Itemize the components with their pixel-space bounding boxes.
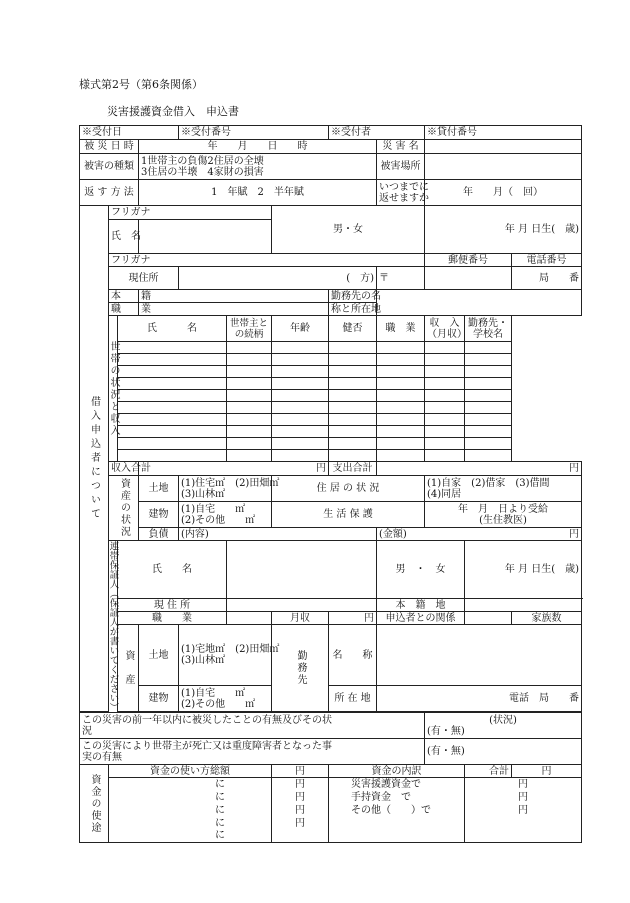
occupation-field[interactable] <box>139 303 329 316</box>
household-col-health: 健否 <box>329 316 377 342</box>
household-row[interactable] <box>80 378 582 390</box>
welfare-field[interactable] <box>425 502 582 528</box>
funds-usage-header-yen: 円 <box>272 765 329 778</box>
repay-when-label <box>377 180 430 206</box>
expense-total-label: 支出合計 <box>329 462 377 476</box>
funds-usage-row[interactable]: に <box>109 830 272 843</box>
repay-method-label: 返 す 方 法 <box>80 180 139 206</box>
postal-label: 郵便番号 <box>425 254 512 267</box>
postal-mark: 〒 <box>377 267 425 290</box>
assets-land-label: 土地 <box>139 476 179 502</box>
honseki-label: 本 籍 <box>109 290 139 303</box>
disaster-name-field[interactable] <box>425 140 582 154</box>
question2-label <box>80 739 425 765</box>
guarantor-honseki-label: 本 籍 地 <box>377 599 465 612</box>
guarantor-address-label: 現 住 所 <box>118 599 227 612</box>
honseki-field[interactable] <box>139 290 329 303</box>
applicant-name-label: 氏 名 <box>109 220 139 254</box>
applicant-gender[interactable]: 男・女 <box>272 206 425 254</box>
assets-building-label: 建物 <box>139 502 179 528</box>
disaster-date-field[interactable]: 年 月 日 時 <box>139 140 377 154</box>
assets-land-line1: (1)住宅㎡ (2)田畑㎡ <box>181 477 280 489</box>
guarantor-relation-label: 申込者との関係 <box>377 612 465 625</box>
funds-breakdown-yen: 円 <box>465 791 582 804</box>
funds-breakdown-header: 資金の内訳 <box>329 765 465 778</box>
assets-side-label: 資産の状況 <box>109 476 139 541</box>
repay-when-line2: 返せますか <box>379 192 430 204</box>
damage-type-options[interactable] <box>139 154 377 180</box>
funds-usage-yen: 円 <box>272 804 329 817</box>
office-loan-number: ※貸付番号 <box>425 126 582 140</box>
page-title: 災害援護資金借入 申込書 <box>107 105 239 118</box>
housing-label: 住 居 の 状 況 <box>272 476 425 502</box>
household-col-workplace: 勤務先・学校名 <box>465 316 512 342</box>
housing-line2: (4)同居 <box>427 488 462 500</box>
guarantor-occupation-field[interactable] <box>227 612 272 625</box>
welfare-line2: (生住教医) <box>479 514 527 526</box>
funds-usage-row[interactable]: に <box>109 817 272 830</box>
guarantor-monthly-yen[interactable]: 円 <box>329 612 377 625</box>
guarantor-side-label: 連帯保証人（保証人が書いてください） <box>107 541 119 712</box>
guarantor-address-field[interactable] <box>227 599 377 612</box>
funds-breakdown-row[interactable]: 手持資金 で <box>329 791 465 804</box>
funds-breakdown-row[interactable]: 災害援護資金で <box>329 778 465 791</box>
damage-type-line2: 3住居の半壊 4家財の損害 <box>141 166 264 178</box>
assets-building-field[interactable] <box>179 502 272 528</box>
funds-usage-yen: 円 <box>272 791 329 804</box>
funds-usage-row[interactable]: に <box>109 791 272 804</box>
funds-breakdown-yen: 円 <box>465 778 582 791</box>
guarantor-workplace-address-field[interactable]: 電話 局 番 <box>377 686 582 712</box>
welfare-label: 生 活 保 護 <box>272 502 425 528</box>
applicant-birth[interactable]: 年 月 日生( 歳) <box>425 206 582 254</box>
guarantor-building-label: 建物 <box>139 686 179 712</box>
assets-land-line2: (3)山林㎡ <box>181 488 226 500</box>
funds-usage-yen: 円 <box>272 778 329 791</box>
question1-answer[interactable] <box>425 713 582 739</box>
workplace-field[interactable] <box>377 290 582 316</box>
household-row[interactable] <box>80 342 582 354</box>
address-label: 現住所 <box>109 267 179 290</box>
funds-breakdown-empty-yen <box>465 830 582 843</box>
income-total-field[interactable]: 円 <box>139 462 329 476</box>
funds-usage-yen-empty <box>272 830 329 843</box>
guarantor-land-field[interactable] <box>179 625 280 686</box>
workplace-label-1: 勤務先の名 <box>329 290 377 303</box>
question1-label <box>80 713 425 739</box>
guarantor-workplace-name-label: 名 称 <box>329 625 377 686</box>
guarantor-relation-field[interactable] <box>465 612 512 625</box>
guarantor-assets-label: 資 産 <box>118 625 139 712</box>
phone-label: 電話番号 <box>512 254 582 267</box>
damage-place-label: 被害場所 <box>377 154 425 180</box>
question1-line1: この災害の前一年以内に被災したことの有無及びその状 <box>82 714 332 726</box>
guarantor-name-field[interactable] <box>227 541 377 599</box>
guarantor-land-line1: (1)宅地㎡ (2)田畑㎡ <box>181 644 280 655</box>
funds-breakdown-row[interactable]: その他（ ）で <box>329 804 465 817</box>
guarantor-honseki-field[interactable] <box>465 599 582 612</box>
household-row[interactable] <box>80 426 582 438</box>
workplace-label-2: 称と所在地 <box>329 303 377 316</box>
repay-when-line1: いつまでに <box>379 181 430 193</box>
household-row[interactable] <box>80 354 582 366</box>
guarantor-name-label: 氏 名 <box>118 541 227 599</box>
funds-breakdown-empty[interactable] <box>329 830 465 843</box>
guarantor-land-line2: (3)山林㎡ <box>181 655 226 666</box>
funds-side-label: 資金の使途 <box>80 765 109 843</box>
household-row[interactable] <box>80 390 582 402</box>
household-row[interactable] <box>80 366 582 378</box>
guarantor-birth[interactable]: 年 月 日生( 歳) <box>465 541 582 599</box>
household-row[interactable] <box>80 438 582 450</box>
household-row[interactable] <box>80 450 582 462</box>
expense-total-field[interactable]: 円 <box>377 462 582 476</box>
guarantor-building-line1: (1)自宅 ㎡ <box>181 687 246 699</box>
form-id: 様式第2号（第6条関係） <box>79 78 203 91</box>
address-field[interactable]: ( 方) <box>179 267 377 290</box>
application-form <box>79 125 580 843</box>
question2-line1: この災害により世帯主が死亡又は重度障害者となった事 <box>82 740 332 752</box>
disaster-name-label: 災 害 名 <box>377 140 425 154</box>
guarantor-workplace-name-field[interactable] <box>377 625 582 686</box>
funds-usage-header: 資金の使い方総額 <box>109 765 272 778</box>
household-row[interactable] <box>80 402 582 414</box>
household-side-label: 世帯の状況と収入 <box>109 316 118 462</box>
housing-line1: (1)自家 (2)借家 (3)借間 <box>427 477 550 489</box>
repay-method-options[interactable]: 1 年賦 2 半年賦 <box>139 180 377 206</box>
funds-usage-row[interactable]: に <box>109 804 272 817</box>
form-table <box>79 125 582 843</box>
question1-line2: 況 <box>82 725 92 737</box>
assets-land-field[interactable] <box>179 476 280 502</box>
guarantor-family-label: 家族数 <box>512 612 582 625</box>
household-col-relation: 世帯主との続柄 <box>227 316 272 342</box>
damage-type-line1: 1世帯主の負傷2住居の全壊 <box>141 155 264 167</box>
guarantor-building-line2: (2)その他 ㎡ <box>181 698 256 710</box>
applicant-name-field[interactable] <box>139 220 272 254</box>
funds-breakdown-yen: 円 <box>465 804 582 817</box>
household-col-name: 氏 名 <box>118 316 227 342</box>
question1-status: (状況) <box>489 714 517 726</box>
debt-amount-label: (金額) <box>379 528 407 540</box>
funds-usage-yen: 円 <box>272 817 329 830</box>
applicant-side-label: 借入申込者について <box>80 206 109 712</box>
postal-field[interactable] <box>425 267 512 290</box>
guarantor-monthly-label: 月収 <box>272 612 329 625</box>
disaster-date-label: 被 災 日 時 <box>80 140 139 154</box>
assets-building-line2: (2)その他 ㎡ <box>181 514 256 526</box>
funds-breakdown-empty-yen <box>465 817 582 830</box>
office-receiver: ※受付者 <box>329 126 425 140</box>
office-receipt-date: ※受付日 <box>80 126 179 140</box>
debt-content[interactable]: (内容) <box>179 528 377 541</box>
phone-field[interactable]: 局 番 <box>512 267 582 290</box>
funds-breakdown-empty[interactable] <box>329 817 465 830</box>
question2-answer[interactable]: (有・無) <box>425 739 582 765</box>
guarantor-workplace-address-label: 所 在 地 <box>329 686 377 712</box>
housing-options[interactable] <box>425 476 582 502</box>
damage-place-field[interactable] <box>425 154 582 180</box>
household-row[interactable] <box>80 414 582 426</box>
debt-label: 負債 <box>139 528 179 541</box>
income-total-label: 収入合計 <box>109 462 139 476</box>
applicant-furigana[interactable]: フリガナ <box>109 206 272 220</box>
office-receipt-number: ※受付番号 <box>179 126 329 140</box>
welfare-line1: 年 月 日より受給 <box>458 503 549 515</box>
question2-line2: 実の有無 <box>82 751 122 763</box>
debt-amount[interactable] <box>377 528 582 541</box>
question1-choice: (有・無) <box>427 725 465 737</box>
household-col-age: 年齢 <box>272 316 329 342</box>
repay-when-field[interactable]: 年 月（ 回） <box>425 180 582 206</box>
damage-type-label: 被害の種類 <box>80 154 139 180</box>
household-col-income: 収 入（月収） <box>425 316 465 342</box>
guarantor-occupation-label: 職 業 <box>118 612 227 625</box>
funds-usage-row[interactable]: に <box>109 778 272 791</box>
assets-building-line1: (1)自宅 ㎡ <box>181 503 246 515</box>
guarantor-workplace-label: 勤務先 <box>272 625 329 712</box>
funds-breakdown-total: 合計 <box>465 765 512 778</box>
address-furigana[interactable]: フリガナ <box>109 254 425 267</box>
funds-breakdown-total-yen: 円 <box>512 765 582 778</box>
household-col-occupation: 職 業 <box>377 316 425 342</box>
debt-yen: 円 <box>569 528 580 540</box>
guarantor-building-field[interactable] <box>179 686 272 712</box>
occupation-label: 職 業 <box>109 303 139 316</box>
guarantor-land-label: 土地 <box>139 625 179 686</box>
guarantor-gender[interactable]: 男 ・ 女 <box>377 541 465 599</box>
